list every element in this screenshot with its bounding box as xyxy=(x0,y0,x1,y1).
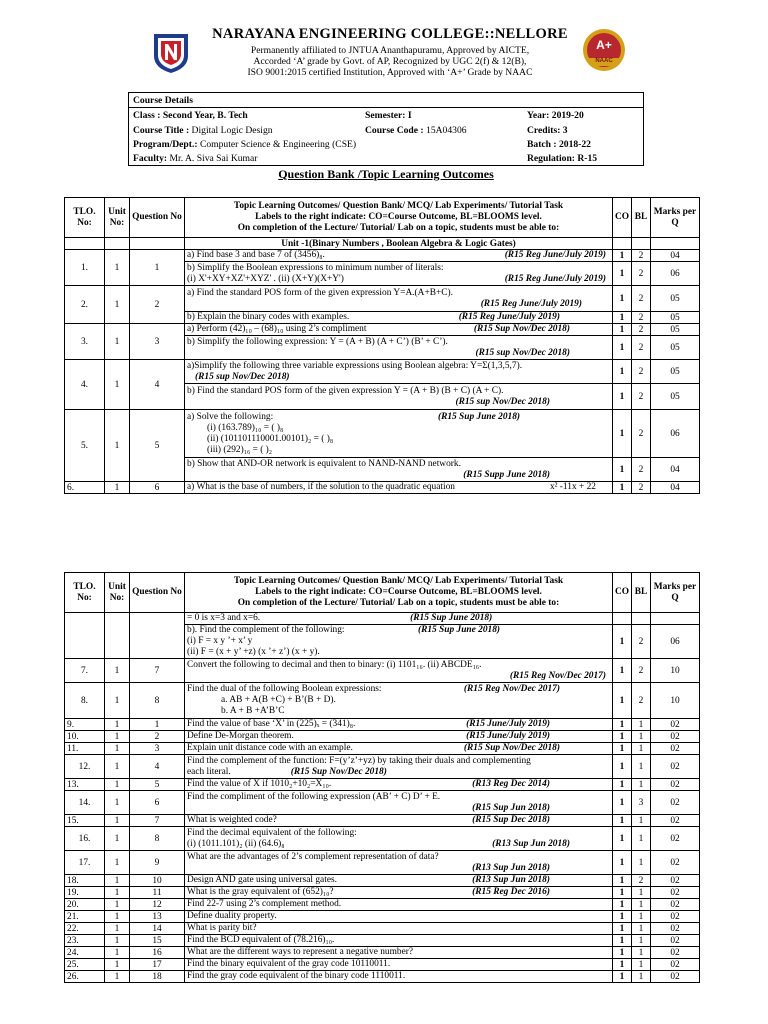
course-details-title: Course Details xyxy=(133,95,193,106)
table-row: 17. 1 9 What are the advantages of 2’s complement representation of data? (R13 Sup Jun 2018) 1 1 02 xyxy=(65,851,700,875)
tlo-header: TLO. No: xyxy=(65,198,105,238)
table-row: 16. 1 8 Find the decimal equivalent of the following: (i) (1011.101)₂ (ii) (64.6)₈ (R13 Sup Jun 2018) 1 1 02 xyxy=(65,827,700,851)
table-row: 7. 1 7 Convert the following to decimal and then to binary: (i) 1101₁₆. (ii) ABCDE₁₆. (R15 Reg Nov/Dec 2017) 1 2 10 xyxy=(65,659,700,683)
table-row: b) Simplify the following expression: Y = (A + B) (A + C’) (B’ + C’). (R15 sup Nov/Dec 2018) 1 2 05 xyxy=(65,336,700,360)
bl-header: BL xyxy=(632,198,651,238)
table-row: 23. 1 15 Find the BCD equivalent of (78.216)₁₀. 1 1 02 xyxy=(65,935,700,947)
program-label: Program/Dept.: xyxy=(133,139,198,150)
table-row: 2. 1 2 a) Find the standard POS form of the given expression Y=A.(A+B+C). (R15 Reg June/July 2019) 1 2 05 xyxy=(65,286,700,312)
table-row: 6. 1 6 a) What is the base of numbers, if the solution to the quadratic equation x² -11x + 22 1 2 04 xyxy=(65,482,700,494)
question-bank-title: Question Bank /Topic Learning Outcomes xyxy=(278,167,494,181)
course-code-label: Course Code : xyxy=(365,125,424,136)
description-header: Topic Learning Outcomes/ Question Bank/ MCQ/ Lab Experiments/ Tutorial Task Labels to the right indicate: CO=Course Outcome, BL=BLOOMS level. On completion of the Lecture/ Tutorial/ Lab on a topic, students must be able to: xyxy=(185,198,613,238)
table-row: b) Simplify the Boolean expressions to minimum number of literals: (i) X'+XY+XZ'+XYZ' . (ii) (X+Y)(X+Y') (R15 Reg June/July 2019) 1 2 06 xyxy=(65,262,700,286)
table-row: 20. 1 12 Find 22-7 using 2’s complement method. 1 1 02 xyxy=(65,899,700,911)
table-row: 25. 1 17 Find the binary equivalent of the gray code 10110011. 1 1 02 xyxy=(65,959,700,971)
badge-grade: A+ xyxy=(596,38,612,52)
iso-line: ISO 9001:2015 certified Institution, Approved with ‘A+’ Grade by NAAC xyxy=(247,67,533,78)
credits-field: Credits: 3 xyxy=(527,125,568,136)
table-row: 26. 1 18 Find the gray code equivalent of the binary code 1110011. 1 1 02 xyxy=(65,971,700,983)
table-row: = 0 is x=3 and x=6. (R15 Sup June 2018) xyxy=(65,613,700,625)
table-row: 8. 1 8 Find the dual of the following Boolean expressions: (R15 Reg Nov/Dec 2017) a. AB + A(B +C) + B’(B + D). b. A + B +A’B’C 1 2 10 xyxy=(65,683,700,719)
marks-header: Marks per Q xyxy=(651,573,700,613)
table-row: 4. 1 4 a)Simplify the following three variable expressions using Boolean algebra: Y=Σ(1,3,5,7). (R15 sup Nov/Dec 2018) 1 2 05 xyxy=(65,360,700,384)
bl-header: BL xyxy=(632,573,651,613)
unit-heading: Unit -1(Binary Numbers , Boolean Algebra & Logic Gates) xyxy=(185,238,613,250)
semester-field: Semester: I xyxy=(365,110,412,121)
regulation-field: Regulation: R-15 xyxy=(527,153,598,164)
unit-header: Unit No: xyxy=(105,573,130,613)
tlo-header: TLO. No: xyxy=(65,573,105,613)
batch-field: Batch : 2018-22 xyxy=(527,139,591,150)
table-row: 9. 1 1 Find the value of base ‘X’ in (225)ₓ = (341)₈. (R15 June/July 2019) 1 1 02 xyxy=(65,719,700,731)
table-row: b) Find the standard POS form of the given expression Y = (A + B) (B + C) (A + C). (R15 sup Nov/Dec 2018) 1 2 05 xyxy=(65,384,700,410)
affiliation-line: Permanently affiliated to JNTUA Ananthapuramu, Approved by AICTE, xyxy=(250,45,530,56)
table-row: 19. 1 11 What is the gray equivalent of (652)₁₀? (R15 Reg Dec 2016) 1 1 02 xyxy=(65,887,700,899)
faculty-value: Mr. A. Siva Sai Kumar xyxy=(169,153,258,164)
program-value: Computer Science & Engineering (CSE) xyxy=(199,139,357,150)
course-title-value: Digital Logic Design xyxy=(191,125,273,136)
table-row: 11. 1 3 Explain unit distance code with an example. (R15 Sup Nov/Dec 2018) 1 1 02 xyxy=(65,743,700,755)
table-row: 21. 1 13 Define duality property. 1 1 02 xyxy=(65,911,700,923)
co-header: CO xyxy=(613,198,632,238)
badge-text: NAAC xyxy=(595,58,613,64)
co-header: CO xyxy=(613,573,632,613)
question-bank-table-1 xyxy=(64,197,700,494)
question-header: Question No xyxy=(130,198,185,238)
table-row: 3. 1 3 a) Perform (42)₁₀ – (68)₁₀ using 2’s compliment (R15 Sup Nov/Dec 2018) 1 2 05 xyxy=(65,324,700,336)
table-row: 5. 1 5 a) Solve the following: (R15 Sup June 2018) (i) (163.789)₁₀ = ( )₈ (ii) (101101110001.00101)₂ = ( )₈ (iii) (292)₁₆ = ( )₂ 1 2 06 xyxy=(65,410,700,458)
table-row: 22. 1 14 What is parity bit? 1 1 02 xyxy=(65,923,700,935)
table-row: 13. 1 5 Find the value of X if 1010₂+10₂=X₁₀. (R13 Reg Dec 2014) 1 1 02 xyxy=(65,779,700,791)
table-row: b) Show that AND-OR network is equivalent to NAND-NAND network. (R15 Supp June 2018) 1 2 04 xyxy=(65,458,700,482)
marks-header: Marks per Q xyxy=(651,198,700,238)
table-row: 12. 1 4 Find the complement of the function: F=(y’z’+yz) by taking their duals and complementing each literal. (R15 Sup Nov/Dec 2018) 1 1 02 xyxy=(65,755,700,779)
year-field: Year: 2019-20 xyxy=(527,110,584,121)
table-row: 10. 1 2 Define De-Morgan theorem. (R15 June/July 2019) 1 1 02 xyxy=(65,731,700,743)
table-row: b). Find the complement of the following: (R15 Sup June 2018) (i) F = x y ’+ x’ y (ii) F = (x + y’ +z) (x ’+ z’) (x + y). 1 2 06 xyxy=(65,625,700,659)
course-details-box xyxy=(128,92,644,166)
faculty-label: Faculty: xyxy=(133,153,168,164)
table-row: 18. 1 10 Design AND gate using universal gates. (R13 Sup Jun 2018) 1 2 02 xyxy=(65,875,700,887)
question-bank-table-2 xyxy=(64,572,700,983)
course-title-label: Course Title : xyxy=(133,125,190,136)
table-row: 1. 1 1 a) Find base 3 and base 7 of (3456)₈. (R15 Reg June/July 2019) 1 2 04 xyxy=(65,250,700,262)
description-header: Topic Learning Outcomes/ Question Bank/ MCQ/ Lab Experiments/ Tutorial Task Labels to the right indicate: CO=Course Outcome, BL=BLOOMS level. On completion of the Lecture/ Tutorial/ Lab on a topic, students must be able to: xyxy=(185,573,613,613)
table-row: 14. 1 6 Find the compliment of the following expression (AB’ + C) D’ + E. (R15 Sup Jun 2018) 1 3 02 xyxy=(65,791,700,815)
college-name: NARAYANA ENGINEERING COLLEGE::NELLORE xyxy=(212,26,568,42)
unit-header: Unit No: xyxy=(105,198,130,238)
table-row: 24. 1 16 What are the different ways to represent a negative number? 1 1 02 xyxy=(65,947,700,959)
grade-line: Accorded ‘A’ grade by Govt. of AP, Recognized by UGC 2(f) & 12(B), xyxy=(253,56,527,67)
table-row: b) Explain the binary codes with examples. (R15 Reg June/July 2019) 1 2 05 xyxy=(65,312,700,324)
table-row: 15. 1 7 What is weighted code? (R15 Sup Dec 2018) 1 1 02 xyxy=(65,815,700,827)
college-logo-icon xyxy=(150,30,192,74)
class-field: Class : Second Year, B. Tech xyxy=(133,110,248,121)
question-header: Question No xyxy=(130,573,185,613)
course-code-value: 15A04306 xyxy=(426,125,467,136)
